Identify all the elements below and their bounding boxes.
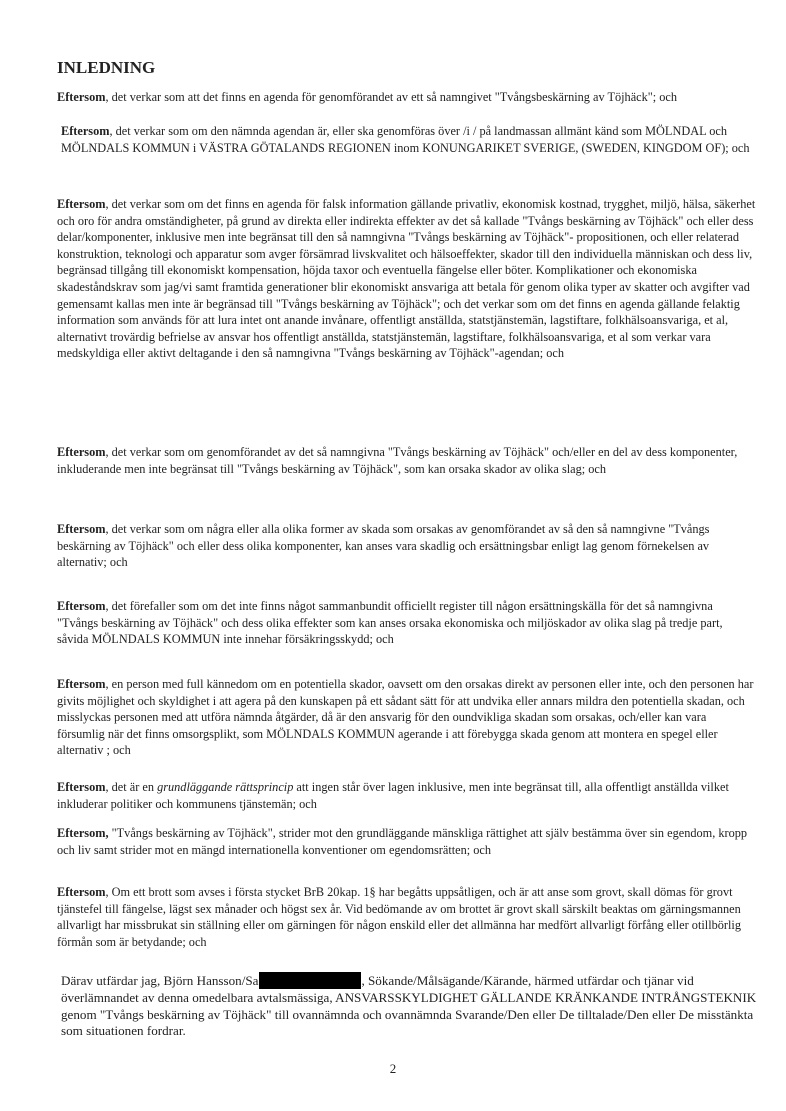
paragraph-text: , det verkar som om den nämnda agendan är, eller ska genomföras över /i / på landmassan allmänt känd som MÖLNDAL och MÖLNDALS KOMMUN i VÄSTRA GÖTALANDS REGIONEN inom KONUNGARIKET SVERIGE, (SWEDEN, KINGDOM OF); och bbox=[61, 124, 750, 155]
paragraph-text: , det är en bbox=[105, 780, 158, 794]
paragraph-text: , det verkar som att det finns en agenda för genomförandet av ett så namngivet "Tvångsbeskärning av Töjhäck"; och bbox=[105, 90, 678, 104]
keyword: Eftersom bbox=[57, 522, 106, 536]
paragraph-text: , det verkar som om genomförandet av det så namngivna "Tvångs beskärning av Töjhäck" och/eller en del av dess komponenter, inkluderande men inte begränsat till "Tvångs beskärning av Töjhäck", som kan orsaka skador av olika slag; och bbox=[57, 445, 738, 476]
paragraph-5 bbox=[57, 521, 757, 571]
paragraph-10 bbox=[57, 884, 757, 950]
keyword: Eftersom, bbox=[57, 826, 109, 840]
paragraph-6 bbox=[57, 598, 757, 648]
keyword: Eftersom bbox=[57, 599, 106, 613]
paragraph-2 bbox=[61, 123, 761, 156]
paragraph-text: , det förefaller som om det inte finns något sammanbundit officiellt register till någon ersättningskälla för det så namngivna "Tvångs beskärning av Töjhäck" och dess olika effekter som kan anses orsaka ekonomiska och miljöskador av olika slag på tredje part, såvida MÖLNDALS KOMMUN inte innehar försäkringsskydd; och bbox=[57, 599, 723, 647]
paragraph-3 bbox=[57, 196, 757, 362]
paragraph-text: , Om ett brott som avses i första stycket BrB 20kap. 1§ har begåtts uppsåtligen, och är att anse som grovt, skall dömas för grovt tjänstefel till fängelse, lägst sex månader och högst sex år. Vid bedömande av om brottet är grovt skall särskilt beaktas om gärningsmannen allvarligt har missbrukat sin ställning eller om gärningen för någon enskild eller det allmänna har medfört allvarligt förfång eller otillbörlig förmån som är betydande; och bbox=[57, 885, 741, 949]
emphasis-text: grundläggande rättsprincip bbox=[157, 780, 294, 794]
paragraph-7 bbox=[57, 676, 757, 759]
paragraph-text: Därav utfärdar jag, Björn Hansson/Sa bbox=[61, 973, 259, 988]
keyword: Eftersom bbox=[57, 90, 106, 104]
paragraph-11 bbox=[61, 972, 761, 1040]
page-heading: INLEDNING bbox=[57, 58, 156, 77]
keyword: Eftersom bbox=[57, 885, 106, 899]
paragraph-8 bbox=[57, 779, 757, 812]
paragraph-4 bbox=[57, 444, 757, 477]
paragraph-1 bbox=[57, 89, 757, 106]
redaction-bar bbox=[259, 972, 361, 989]
keyword: Eftersom bbox=[61, 124, 110, 138]
paragraph-text: , det verkar som om några eller alla olika former av skada som orsakas av genomförandet av så den så namngivne "Tvångs beskärning av Töjhäck" och eller dess olika komponenter, kan anses vara skadlig och ersättningsbar enligt lag genom förnekelsen av alternativ; och bbox=[57, 522, 710, 570]
paragraph-text: att ingen står över lagen inklusive, men inte begränsat till, alla offentligt anställda vilket inkluderar politiker och kommunens tjänstemän; och bbox=[57, 780, 729, 811]
keyword: Eftersom bbox=[57, 445, 106, 459]
page-number: 2 bbox=[389, 1061, 397, 1076]
paragraph-text: "Tvångs beskärning av Töjhäck", strider mot den grundläggande mänskliga rättighet att själv bestämma över sin egendom, kropp och liv samt strider mot en mängd internationella konventioner om egendomsrätten; och bbox=[57, 826, 748, 857]
keyword: Eftersom bbox=[57, 197, 106, 211]
keyword: Eftersom bbox=[57, 677, 106, 691]
paragraph-text: , Sökande/Målsägande/Kärande, härmed utfärdar och tjänar vid överlämnandet av denna omedelbara avtalsmässiga, ANSVARSSKYLDIGHET GÄLLANDE KRÄNKANDE INTRÅNGSTEKNIK genom "Tvångs beskärning av Töjhäck" till ovannämnda och ovannämnda Svarande/Den eller De tilltalade/Den eller De misstänkta som situationen fordrar. bbox=[61, 973, 757, 1039]
paragraph-text: , det verkar som om det finns en agenda för falsk information gällande privatliv, ekonomisk kostnad, trygghet, miljö, hälsa, säkerhet och oro för andra omständigheter, på grund av direkta eller indirekta effekter av det så kallade "Tvångs beskärning av Töjhäck" och eller dess delar/komponenter, inklusive men inte begränsat till den så namngivna "Tvångs beskärning av Töjhäck"- propositionen, och eller relaterad konstruktion, teknologi och apparatur som avger försämrad livskvalitet och hälsoeffekter, skador till den individuella människan och dess liv, begränsad tillgång till ekonomiskt kompensation, höjda taxor och eventuella fängelse eller böter. Komplikationer och ekonomiska skadeståndskrav som jag/vi samt framtida generationer blir ekonomiskt ansvariga att betala för genom olika typer av skatter och avgifter vad gemensamt kallas men inte är begränsad till "Tvångs beskärning av Töjhäck"; och det verkar som om det finns en agenda gällande felaktig information som används för att lura intet ont anande invånare, offentligt anställda, statstjänstemän, lagstiftare, folkhälsoansvariga, et al, alternativt trovärdig befrielse av ansvar hos offentligt anställda, statstjänstemän, lagstiftare, folkhälsoansvariga, et al som verkar vara medskyldiga eller aktivt deltagande i den så namngivna "Tvångs beskärning av Töjhäck"-agendan; och bbox=[57, 197, 756, 361]
paragraph-9 bbox=[57, 825, 757, 858]
keyword: Eftersom bbox=[57, 780, 106, 794]
paragraph-text: , en person med full kännedom om en potentiella skador, oavsett om den orsakas direkt av personen eller inte, och den personen har givits möjlighet och skyldighet i att agera på den kunskapen på ett sådant sätt för att undvika eller annars mildra den potentiella skadan, och misslyckas personen med att utföra nämnda åtgärder, då är den ansvarig för den oundvikliga skadan som orsakas, och/eller kan vara försumlig när det finns omsorgsplikt, som MÖLNDALS KOMMUN agerande i att förebygga skada genom att montera en spegel eller alternativ ; och bbox=[57, 677, 754, 758]
